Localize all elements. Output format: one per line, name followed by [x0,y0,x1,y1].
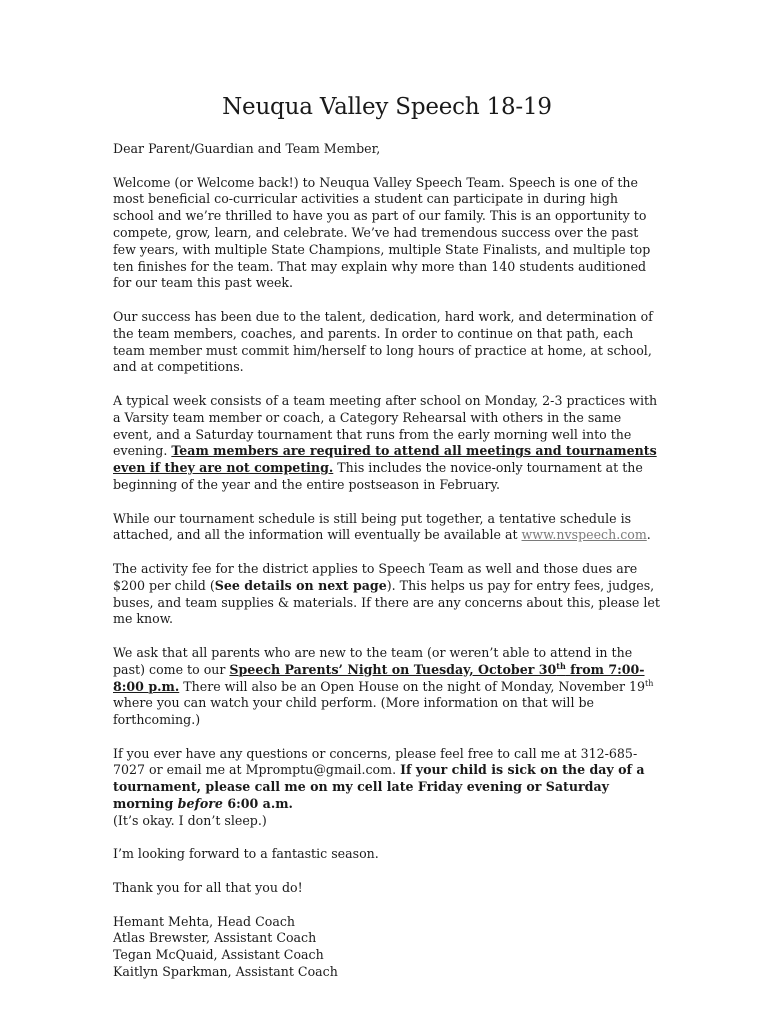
paragraph-thanks: Thank you for all that you do! [113,880,303,896]
signature-line: Hemant Mehta, Head Coach [113,913,295,929]
text-run: ). This helps us pay for entry fees, judges, buses, and team supplies & materials. If there are any concerns about this, please let me know. [113,577,660,627]
text-run: There will also be an Open House on the night of Monday, November 19 [179,678,646,694]
text-run: We ask that all parents who are new to the team (or weren’t able to attend in the past) come to our [113,644,633,677]
paragraph-typical-week [113,393,661,494]
text-run: A typical week consists of a team meeting after school on Monday, 2-3 practices with a Varsity team member or coach, a Category Rehearsal with others in the same event, and a Saturday tournament that runs from the early morning well into the evening. [113,392,658,459]
paragraph-success: Our success has been due to the talent, dedication, hard work, and determination of the team members, coaches, and parents. In order to continue on that path, each team member must commit him/herself to long hours of practice at home, at school, and at competitions. [113,308,653,375]
paragraph-fees [113,561,661,628]
paragraph-contact [113,746,661,830]
text-run: from 7:00-8:00 p.m. [113,661,645,694]
sick-time: 6:00 a.m. [222,796,293,812]
ordinal-suffix: th [645,678,654,688]
website-link[interactable]: www.nvspeech.com [521,527,647,543]
details-note: See details on next page [214,577,387,593]
text-run: (It’s okay. I don’t sleep.) [113,812,267,828]
signature-line: Atlas Brewster, Assistant Coach [113,930,317,946]
paragraph-parents-night [113,645,661,729]
paragraph-schedule [113,511,661,545]
ordinal-suffix: th [556,660,566,671]
signature-line: Kaitlyn Sparkman, Assistant Coach [113,964,338,980]
salutation: Dear Parent/Guardian and Team Member, [113,141,381,156]
before-emphasis: before [177,796,223,812]
signature-block [113,914,661,981]
sick-instructions: If your child is sick on the day of a tournament, please call me on my cell late Friday evening or Saturday morning [113,762,645,812]
text-run: While our tournament schedule is still being put together, a tentative schedule is attached, and all the information will eventually be available at [113,510,632,543]
text-run: If you ever have any questions or concerns, please feel free to call me at 312-685-7027 or email me at Mpromptu@gmail.com. [113,745,638,778]
paragraph-looking-forward: I’m looking forward to a fantastic season. [113,846,379,862]
attendance-requirement: Team members are required to attend all meetings and tournaments even if they are not competing. [113,443,657,476]
text-run: Speech Parents’ Night on Tuesday, October 30 [229,661,557,677]
page-title: Neuqua Valley Speech 18-19 [222,94,552,120]
text-run: where you can watch your child perform. (More information on that will be forthcoming.) [113,695,595,728]
text-run: The activity fee for the district applies to Speech Team as well and those dues are $200 per child ( [113,560,638,593]
letter-page [113,92,661,998]
signature-line: Tegan McQuaid, Assistant Coach [113,947,324,963]
paragraph-welcome: Welcome (or Welcome back!) to Neuqua Valley Speech Team. Speech is one of the most beneficial co-curricular activities a student can participate in during high school and we’re thrilled to have you as part of our family. This is an opportunity to compete, grow, learn, and celebrate. We’ve had tremendous success over the past few years, with multiple State Champions, multiple State Finalists, and multiple top ten finishes for the team. That may explain why more than 140 students auditioned for our team this past week. [113,174,651,291]
text-run: . [646,527,651,543]
text-run: This includes the novice-only tournament at the beginning of the year and the entire postseason in February. [113,460,643,492]
